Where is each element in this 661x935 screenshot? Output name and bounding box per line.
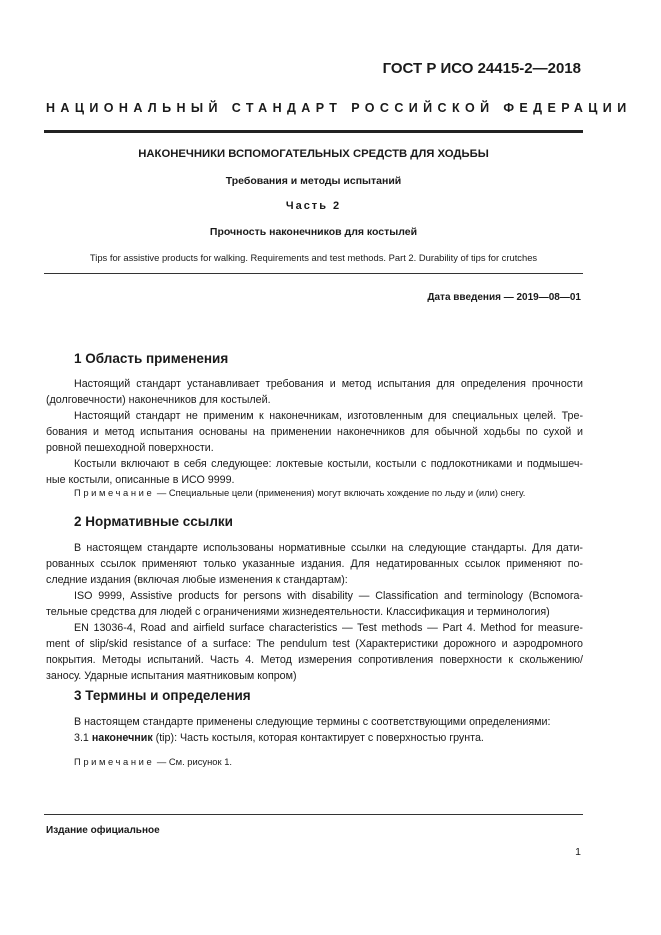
text-line: Настоящий стандарт не применим к наконечникам, изготовленным для специальных целей. Тре- xyxy=(74,410,583,422)
header-divider xyxy=(44,273,583,274)
document-subtitle: Требования и методы испытаний xyxy=(225,175,402,187)
title-rule xyxy=(44,130,583,133)
term-definition: (tip): Часть костыля, которая контактирует с поверхностью грунта. xyxy=(152,732,484,744)
text-line: ment of slip/skid resistance of a surface: The pendulum test (Характеристики дорожного и аэродромного xyxy=(46,638,583,650)
section-2-para-1 xyxy=(46,540,583,588)
section-3-para-1 xyxy=(46,714,583,730)
section-2-heading: 2 Нормативные ссылки xyxy=(74,514,233,529)
introduction-date: Дата введения — 2019—08—01 xyxy=(427,292,581,303)
term-3-1 xyxy=(46,730,583,746)
term-number: 3.1 xyxy=(74,732,92,744)
part-label: Часть 2 xyxy=(285,200,342,212)
note-text: — Специальные цели (применения) могут включать хождение по льду и (или) снегу. xyxy=(154,487,526,498)
section-1-para-3 xyxy=(46,456,583,488)
section-1-para-1 xyxy=(46,376,583,408)
text-line: EN 13036-4, Road and airfield surface characteristics — Test methods — Part 4. Method for measure- xyxy=(74,622,583,634)
official-edition-label: Издание официальное xyxy=(46,825,160,836)
note-label: Примечание xyxy=(74,756,155,767)
text-line: ISO 9999, Assistive products for persons with disability — Classification and terminology (Вспомога- xyxy=(74,590,583,602)
national-standard-label: НАЦИОНАЛЬНЫЙ СТАНДАРТ РОССИЙСКОЙ ФЕДЕРАЦИИ xyxy=(46,101,632,115)
text-line: В настоящем стандарте применены следующие термины с соответствующими определениями: xyxy=(74,716,551,728)
text-line: заносу. Ударные испытания маятниковым копром) xyxy=(46,670,297,682)
text-line: тельные средства для людей с ограничениями жизнедеятельности. Классификация и терминология) xyxy=(46,606,550,618)
english-title: Tips for assistive products for walking. Requirements and test methods. Part 2. Durability of tips for crutches xyxy=(89,252,538,263)
text-line: (долговечности) наконечников для костылей. xyxy=(46,394,271,406)
section-1-heading: 1 Область применения xyxy=(74,351,229,366)
footer-divider xyxy=(44,814,583,815)
section-1-para-2 xyxy=(46,408,583,456)
text-line: Костыли включают в себя следующее: локтевые костыли, костыли с подлокотниками и подмышеч- xyxy=(74,458,583,470)
page-number: 1 xyxy=(575,846,581,858)
section-3-note xyxy=(46,754,583,770)
reference-iso-9999 xyxy=(46,588,583,620)
text-line: Настоящий стандарт устанавливает требования и метод испытания для определения прочности xyxy=(74,378,583,390)
text-line: рованных ссылок применяют только указанные издания. Для недатированных ссылок применяют по- xyxy=(46,558,583,570)
document-title: НАКОНЕЧНИКИ ВСПОМОГАТЕЛЬНЫХ СРЕДСТВ ДЛЯ ХОДЬБЫ xyxy=(138,148,489,160)
text-line: ровной пешеходной поверхности. xyxy=(46,442,214,454)
term-name: наконечник xyxy=(91,732,153,744)
section-3-heading: 3 Термины и определения xyxy=(74,688,251,703)
note-label: Примечание xyxy=(74,487,155,498)
text-line: покрытия. Методы испытаний. Часть 4. Метод измерения сопротивления поверхности к скольжению/ xyxy=(46,654,583,666)
text-line: следние издания (включая любые изменения к стандартам): xyxy=(46,574,348,586)
section-1-note xyxy=(46,485,583,501)
note-text: — См. рисунок 1. xyxy=(154,756,233,767)
reference-en-13036-4 xyxy=(46,620,583,684)
text-line: В настоящем стандарте использованы нормативные ссылки на следующие стандарты. Для дати- xyxy=(74,542,583,554)
text-line: ные костыли, описанные в ИСО 9999. xyxy=(46,474,235,486)
text-line: бования и метод испытания основаны на применении наконечников для обычной ходьбы по сухой и xyxy=(46,426,583,438)
standard-code: ГОСТ Р ИСО 24415-2—2018 xyxy=(382,60,581,77)
part-title: Прочность наконечников для костылей xyxy=(209,226,418,238)
